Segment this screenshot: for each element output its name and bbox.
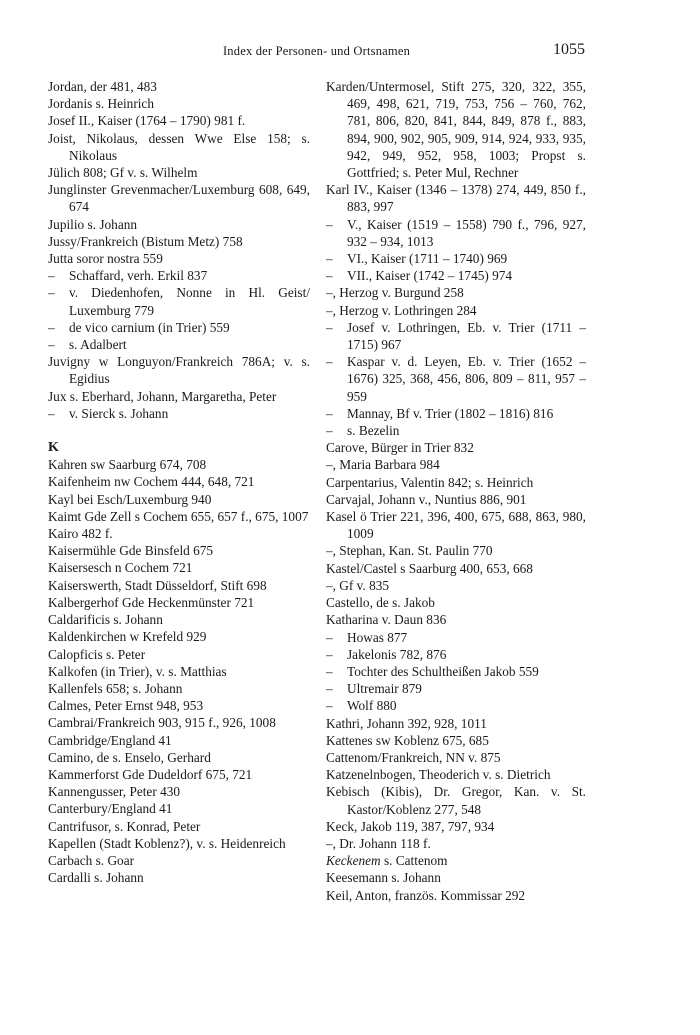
- index-entry: [48, 388, 310, 405]
- entry-text: –, Dr. Johann 118 f.: [326, 835, 431, 851]
- entry-text: Jakelonis 782, 876: [347, 646, 447, 662]
- entry-text: Jussy/Frankreich (Bistum Metz) 758: [48, 233, 243, 249]
- index-entry: [48, 800, 310, 817]
- index-entry: [326, 508, 586, 542]
- entry-text: Kastel/Castel s Saarburg 400, 653, 668: [326, 560, 533, 576]
- entry-text: Karden/Untermosel, Stift 275, 320, 322, 355, 469, 498, 621, 719, 753, 756 – 760, 762, 781, 806, 820, 841, 844, 849, 878 f., 883, 894, 900, 902, 905, 909, 914, 924, 933, 935, 942, 949, 952, 958, 1003; Propst s. Gottfried; s. Peter Mul, Rechner: [326, 79, 586, 181]
- index-entry: [48, 353, 310, 387]
- entry-text: –, Maria Barbara 984: [326, 457, 440, 473]
- index-entry: [326, 302, 586, 319]
- index-entry: [326, 491, 586, 508]
- index-subentry: [326, 680, 586, 697]
- entry-text: Kahren sw Saarburg 674, 708: [48, 457, 207, 473]
- subentry-dash: –: [326, 319, 333, 335]
- index-entry: [326, 284, 586, 301]
- entry-text: V., Kaiser (1519 – 1558) 790 f., 796, 927, 932 – 934, 1013: [347, 216, 586, 249]
- index-entry: [326, 887, 586, 904]
- index-entry: [326, 783, 586, 817]
- entry-text: Kaifenheim nw Cochem 444, 648, 721: [48, 474, 255, 490]
- section-gap: [48, 422, 310, 439]
- index-entry: [48, 130, 310, 164]
- subentry-dash: –: [48, 268, 55, 284]
- index-entry: [326, 869, 586, 886]
- index-entry: [326, 577, 586, 594]
- index-subentry: [326, 250, 586, 267]
- entry-text: s. Adalbert: [69, 337, 127, 353]
- entry-text: Juvigny w Longuyon/Frankreich 786A; v. s. Egidius: [48, 354, 310, 387]
- entry-text: Mannay, Bf v. Trier (1802 – 1816) 816: [347, 405, 554, 421]
- index-subentry: [326, 405, 586, 422]
- index-entry: [48, 628, 310, 645]
- entry-text: –, Gf v. 835: [326, 577, 390, 593]
- index-entry: [326, 560, 586, 577]
- entry-text: Ultremair 879: [347, 681, 422, 697]
- index-entry: [326, 715, 586, 732]
- index-entry: [48, 577, 310, 594]
- subentry-dash: –: [326, 681, 333, 697]
- entry-text: Jordan, der 481, 483: [48, 79, 157, 94]
- index-entry: [48, 164, 310, 181]
- entry-text: Jux s. Eberhard, Johann, Margaretha, Peter: [48, 388, 277, 404]
- index-entry: [326, 474, 586, 491]
- entry-text: Kaspar v. d. Leyen, Eb. v. Trier (1652 – 1676) 325, 368, 456, 806, 809 – 811, 957 – 959: [347, 354, 586, 404]
- index-entry: [326, 732, 586, 749]
- entry-text: Kammerforst Gde Dudeldorf 675, 721: [48, 766, 253, 782]
- index-entry: [48, 818, 310, 835]
- entry-text: Carvajal, Johann v., Nuntius 886, 901: [326, 491, 527, 507]
- index-entry: [48, 181, 310, 215]
- index-entry: [326, 542, 586, 559]
- index-entry: [48, 714, 310, 731]
- entry-text: Castello, de s. Jakob: [326, 595, 435, 611]
- index-subentry: [326, 216, 586, 250]
- entry-text: Kaimt Gde Zell s Cochem 655, 657 f., 675, 1007: [48, 508, 309, 524]
- entry-text: Joist, Nikolaus, dessen Wwe Else 158; s. Nikolaus: [48, 130, 310, 163]
- index-entry: [48, 611, 310, 628]
- index-subentry: [326, 629, 586, 646]
- entry-text: Kayl bei Esch/Luxemburg 940: [48, 491, 212, 507]
- subentry-dash: –: [326, 646, 333, 662]
- entry-text: Caldarificis s. Johann: [48, 612, 163, 628]
- entry-text: Josef v. Lothringen, Eb. v. Trier (1711 – 1715) 967: [347, 319, 586, 353]
- index-entry: [326, 611, 586, 628]
- entry-text: Cattenom/Frankreich, NN v. 875: [326, 749, 501, 765]
- entry-text: Kasel ö Trier 221, 396, 400, 675, 688, 863, 980, 1009: [326, 509, 586, 542]
- index-entry: [48, 766, 310, 783]
- page-number: 1055: [553, 41, 585, 58]
- entry-text: Jülich 808; Gf v. s. Wilhelm: [48, 165, 198, 181]
- entry-text: Cantrifusor, s. Konrad, Peter: [48, 818, 201, 834]
- entry-text: Kathri, Johann 392, 928, 1011: [326, 715, 487, 731]
- index-entry: [48, 491, 310, 508]
- subentry-dash: –: [326, 268, 333, 284]
- entry-text: Tochter des Schultheißen Jakob 559: [347, 663, 539, 679]
- index-subentry: [326, 697, 586, 714]
- index-subentry: [326, 663, 586, 680]
- subentry-dash: –: [326, 663, 333, 679]
- index-entry: [48, 732, 310, 749]
- entry-text: Kebisch (Kibis), Dr. Gregor, Kan. v. St. Kastor/Koblenz 277, 548: [326, 784, 586, 817]
- entry-text: Katharina v. Daun 836: [326, 612, 447, 628]
- subentry-dash: –: [326, 354, 333, 370]
- index-entry: [48, 663, 310, 680]
- index-subentry: [48, 319, 310, 336]
- subentry-dash: –: [48, 337, 55, 353]
- index-entry: [48, 216, 310, 233]
- index-entry: [48, 508, 310, 525]
- index-subentry: [48, 405, 310, 422]
- index-entry: [326, 818, 586, 835]
- subentry-dash: –: [48, 405, 55, 421]
- index-entry: [48, 456, 310, 473]
- index-entry: [48, 233, 310, 250]
- index-entry: [326, 852, 586, 869]
- entry-text: Kaisermühle Gde Binsfeld 675: [48, 543, 214, 559]
- subentry-dash: –: [48, 285, 55, 301]
- running-title: Index der Personen- und Ortsnamen: [222, 44, 411, 58]
- index-entry: [48, 525, 310, 542]
- entry-text: Kaiserswerth, Stadt Düsseldorf, Stift 698: [48, 577, 267, 593]
- index-subentry: [326, 267, 586, 284]
- entry-text: Camino, de s. Enselo, Gerhard: [48, 749, 211, 765]
- subentry-dash: –: [326, 698, 333, 714]
- index-entry: [48, 835, 310, 852]
- index-subentry: [48, 284, 310, 318]
- entry-text: Kairo 482 f.: [48, 526, 113, 542]
- index-column-right: [326, 78, 586, 904]
- entry-text: Kattenes sw Koblenz 675, 685: [326, 732, 489, 748]
- subentry-dash: –: [326, 629, 333, 645]
- entry-text: Keckenem: [326, 853, 381, 869]
- entry-text: Katzenelnbogen, Theoderich v. s. Dietrich: [326, 767, 551, 783]
- entry-text: Schaffard, verh. Erkil 837: [69, 268, 208, 284]
- index-entry: [48, 594, 310, 611]
- entry-text: Kaisersesch n Cochem 721: [48, 560, 193, 576]
- index-entry: [326, 749, 586, 766]
- index-entry: [48, 473, 310, 490]
- index-entry: [48, 697, 310, 714]
- index-entry: [48, 542, 310, 559]
- index-entry: [326, 439, 586, 456]
- entry-text: Kaldenkirchen w Krefeld 929: [48, 629, 207, 645]
- entry-text: Junglinster Grevenmacher/Luxemburg 608, 649, 674: [48, 182, 310, 215]
- entry-text: Calopficis s. Peter: [48, 646, 146, 662]
- section-heading: K: [48, 440, 59, 456]
- entry-text: Kalkofen (in Trier), v. s. Matthias: [48, 663, 227, 679]
- index-entry: [48, 646, 310, 663]
- index-entry: [326, 78, 586, 181]
- entry-text: VII., Kaiser (1742 – 1745) 974: [347, 268, 513, 284]
- entry-text: Karl IV., Kaiser (1346 – 1378) 274, 449, 850 f., 883, 997: [326, 182, 586, 215]
- entry-text: de vico carnium (in Trier) 559: [69, 319, 230, 335]
- index-column-left: [48, 78, 310, 886]
- index-entry: [48, 749, 310, 766]
- index-entry: [48, 783, 310, 800]
- entry-text: –, Herzog v. Lothringen 284: [326, 302, 477, 318]
- index-subentry: [48, 336, 310, 353]
- entry-text: Jupilio s. Johann: [48, 216, 138, 232]
- subentry-dash: –: [326, 251, 333, 267]
- index-subentry: [326, 646, 586, 663]
- index-entry: [48, 869, 310, 886]
- entry-text: VI., Kaiser (1711 – 1740) 969: [347, 251, 508, 267]
- entry-text: Jutta soror nostra 559: [48, 251, 163, 267]
- index-subentry: [326, 353, 586, 405]
- entry-text: v. Diedenhofen, Nonne in Hl. Geist/ Luxemburg 779: [69, 285, 310, 318]
- entry-text: Keesemann s. Johann: [326, 870, 441, 886]
- index-entry: [48, 112, 310, 129]
- entry-text: Wolf 880: [347, 698, 397, 714]
- index-subentry: [48, 267, 310, 284]
- entry-text: Jordanis s. Heinrich: [48, 96, 154, 112]
- entry-text: Keck, Jakob 119, 387, 797, 934: [326, 818, 495, 834]
- index-entry: [326, 835, 586, 852]
- subentry-dash: –: [326, 423, 333, 439]
- entry-text: –, Stephan, Kan. St. Paulin 770: [326, 543, 493, 559]
- entry-text: Calmes, Peter Ernst 948, 953: [48, 698, 204, 714]
- index-entry: [48, 559, 310, 576]
- entry-text: s. Bezelin: [347, 423, 400, 439]
- entry-text: Cardalli s. Johann: [48, 870, 144, 886]
- index-subentry: [326, 422, 586, 439]
- index-entry: [48, 250, 310, 267]
- index-entry: [48, 680, 310, 697]
- entry-text: Kapellen (Stadt Koblenz?), v. s. Heidenreich: [48, 835, 286, 851]
- entry-text: Howas 877: [347, 629, 408, 645]
- subentry-dash: –: [326, 216, 333, 232]
- entry-text: Carove, Bürger in Trier 832: [326, 440, 474, 456]
- entry-text: Kallenfels 658; s. Johann: [48, 680, 183, 696]
- subentry-dash: –: [326, 405, 333, 421]
- index-entry: [48, 852, 310, 869]
- entry-text: Kalbergerhof Gde Heckenmünster 721: [48, 594, 255, 610]
- index-entry: [326, 181, 586, 215]
- subentry-dash: –: [48, 319, 55, 335]
- index-entry: [326, 766, 586, 783]
- entry-text: Josef II., Kaiser (1764 – 1790) 981 f.: [48, 113, 246, 129]
- entry-text: Cambridge/England 41: [48, 732, 172, 748]
- entry-text: Cambrai/Frankreich 903, 915 f., 926, 1008: [48, 715, 276, 731]
- running-header: [48, 41, 585, 64]
- index-entry: [48, 95, 310, 112]
- index-entry: [48, 78, 310, 95]
- index-entry: [326, 594, 586, 611]
- entry-text: Canterbury/England 41: [48, 801, 173, 817]
- entry-text: Kannengusser, Peter 430: [48, 784, 181, 800]
- entry-text: v. Sierck s. Johann: [69, 405, 169, 421]
- entry-text-tail: s. Cattenom: [380, 853, 448, 869]
- entry-text: Carpentarius, Valentin 842; s. Heinrich: [326, 474, 534, 490]
- entry-text: –, Herzog v. Burgund 258: [326, 285, 464, 301]
- index-subentry: [326, 319, 586, 353]
- entry-text: Keil, Anton, französ. Kommissar 292: [326, 887, 526, 903]
- index-entry: [326, 456, 586, 473]
- entry-text: Carbach s. Goar: [48, 852, 135, 868]
